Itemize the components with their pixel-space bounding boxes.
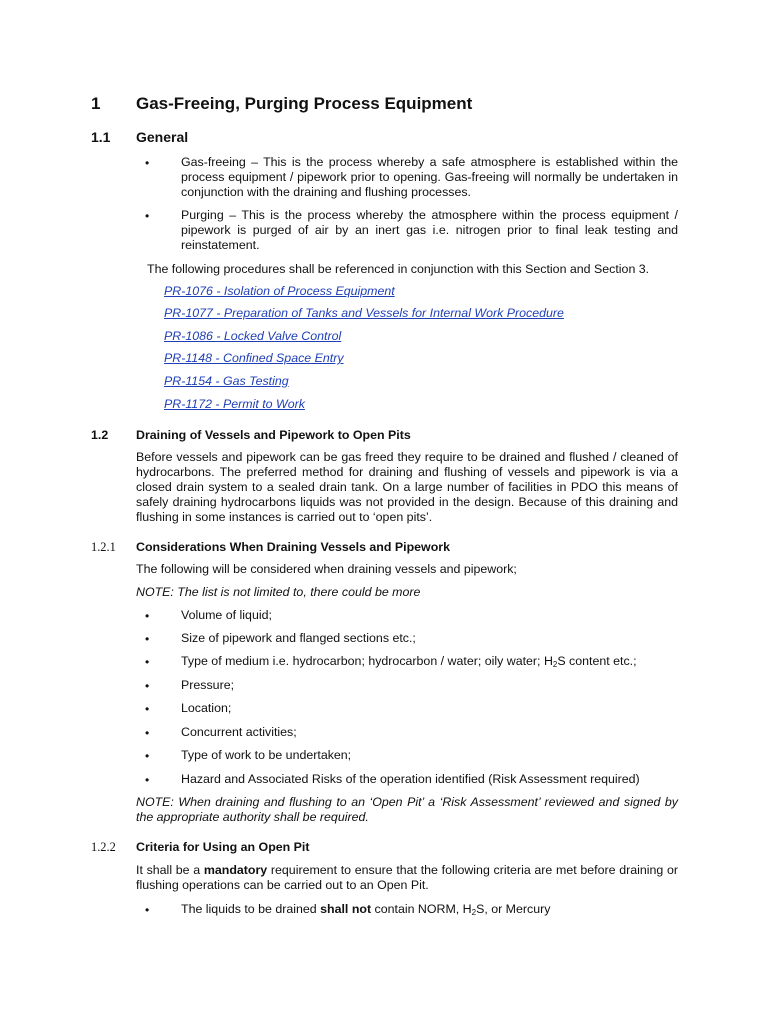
link-pr-1076[interactable]: PR-1076 - Isolation of Process Equipment	[164, 284, 395, 298]
link-pr-1148[interactable]: PR-1148 - Confined Space Entry	[164, 351, 344, 365]
consideration-item: Volume of liquid;	[181, 608, 272, 622]
section-1-2-body: Before vessels and pipework can be gas freed they require to be drained and flushed / cleaned of hydrocarbons. The preferred method for draining and flushing of vessels and pipework is via a closed drain system to a sealed drain tank. On a large number of facilities in PDO this means of safely draining hydrocarbons liquids was not provided in the design. Because of this draining and flushing in some instances is carried out to ‘open pits’.	[136, 450, 678, 524]
open-pit-criterion: The liquids to be drained shall not contain NORM, $H_2S$, or Mercury	[181, 902, 551, 917]
bullet-glyph: •	[145, 903, 150, 917]
section-1-2-2-body: It shall be a mandatory requirement to ensure that the following criteria are met before draining or flushing operations can be carried out to an Open Pit.	[136, 863, 679, 892]
considerations-note: NOTE: The list is not limited to, there could be more	[136, 585, 421, 599]
bullet-glyph: •	[145, 726, 150, 740]
section-1-2-2-title: Criteria for Using an Open Pit	[136, 840, 310, 854]
bullet-glyph: •	[145, 702, 150, 716]
consideration-item: Concurrent activities;	[181, 725, 297, 739]
bullet-glyph: •	[145, 609, 150, 623]
bullet-glyph: •	[145, 209, 150, 223]
bullet-glyph: •	[145, 156, 150, 170]
section-1-title: Gas-Freeing, Purging Process Equipment	[136, 94, 473, 113]
consideration-item-medium: Type of medium i.e. hydrocarbon; hydrocarbon / water; oily water; $H_2S$ content etc.;	[181, 654, 637, 669]
link-pr-1154[interactable]: PR-1154 - Gas Testing	[164, 374, 289, 388]
bullet-glyph: •	[145, 655, 150, 669]
section-1-1-title: General	[136, 129, 189, 145]
section-1-2-1-title: Considerations When Draining Vessels and Pipework	[136, 540, 450, 554]
consideration-item: Location;	[181, 701, 232, 715]
bullet-glyph: •	[145, 773, 150, 787]
consideration-item: Pressure;	[181, 678, 235, 692]
link-pr-1077[interactable]: PR-1077 - Preparation of Tanks and Vessels for Internal Work Procedure	[164, 306, 564, 320]
section-1-2-2-number: 1.2.2	[91, 840, 116, 854]
considerations-intro: The following will be considered when draining vessels and pipework;	[136, 562, 517, 576]
bullet-glyph: •	[145, 632, 150, 646]
bullet-glyph: •	[145, 679, 150, 693]
risk-assessment-note: NOTE: When draining and flushing to an ‘Open Pit’ a ‘Risk Assessment’ reviewed and signed by the appropriate authority shall be required.	[136, 795, 678, 824]
gas-freeing-definition: Gas-freeing – This is the process whereby a safe atmosphere is established within the process equipment / pipework prior to opening. Gas-freeing will normally be undertaken in conjunction with the draining and flushing processes.	[181, 155, 678, 199]
bullet-glyph: •	[145, 749, 150, 763]
consideration-item: Hazard and Associated Risks of the operation identified (Risk Assessment required)	[181, 772, 640, 786]
section-1-2-1-number: 1.2.1	[91, 540, 116, 554]
consideration-item: Size of pipework and flanged sections etc.;	[181, 631, 416, 645]
section-1-2-number: 1.2	[91, 428, 109, 442]
procedures-intro: The following procedures shall be referenced in conjunction with this Section and Section 3.	[147, 262, 650, 276]
section-1-2-title: Draining of Vessels and Pipework to Open Pits	[136, 428, 411, 442]
link-pr-1172[interactable]: PR-1172 - Permit to Work	[164, 397, 305, 411]
link-pr-1086[interactable]: PR-1086 - Locked Valve Control	[164, 329, 342, 343]
purging-definition: Purging – This is the process whereby the atmosphere within the process equipment / pipework is purged of air by an inert gas i.e. nitrogen prior to final leak testing and reinstatement.	[181, 208, 678, 252]
section-1-1-number: 1.1	[91, 129, 111, 145]
section-1-number: 1	[91, 94, 101, 113]
consideration-item: Type of work to be undertaken;	[181, 748, 352, 762]
